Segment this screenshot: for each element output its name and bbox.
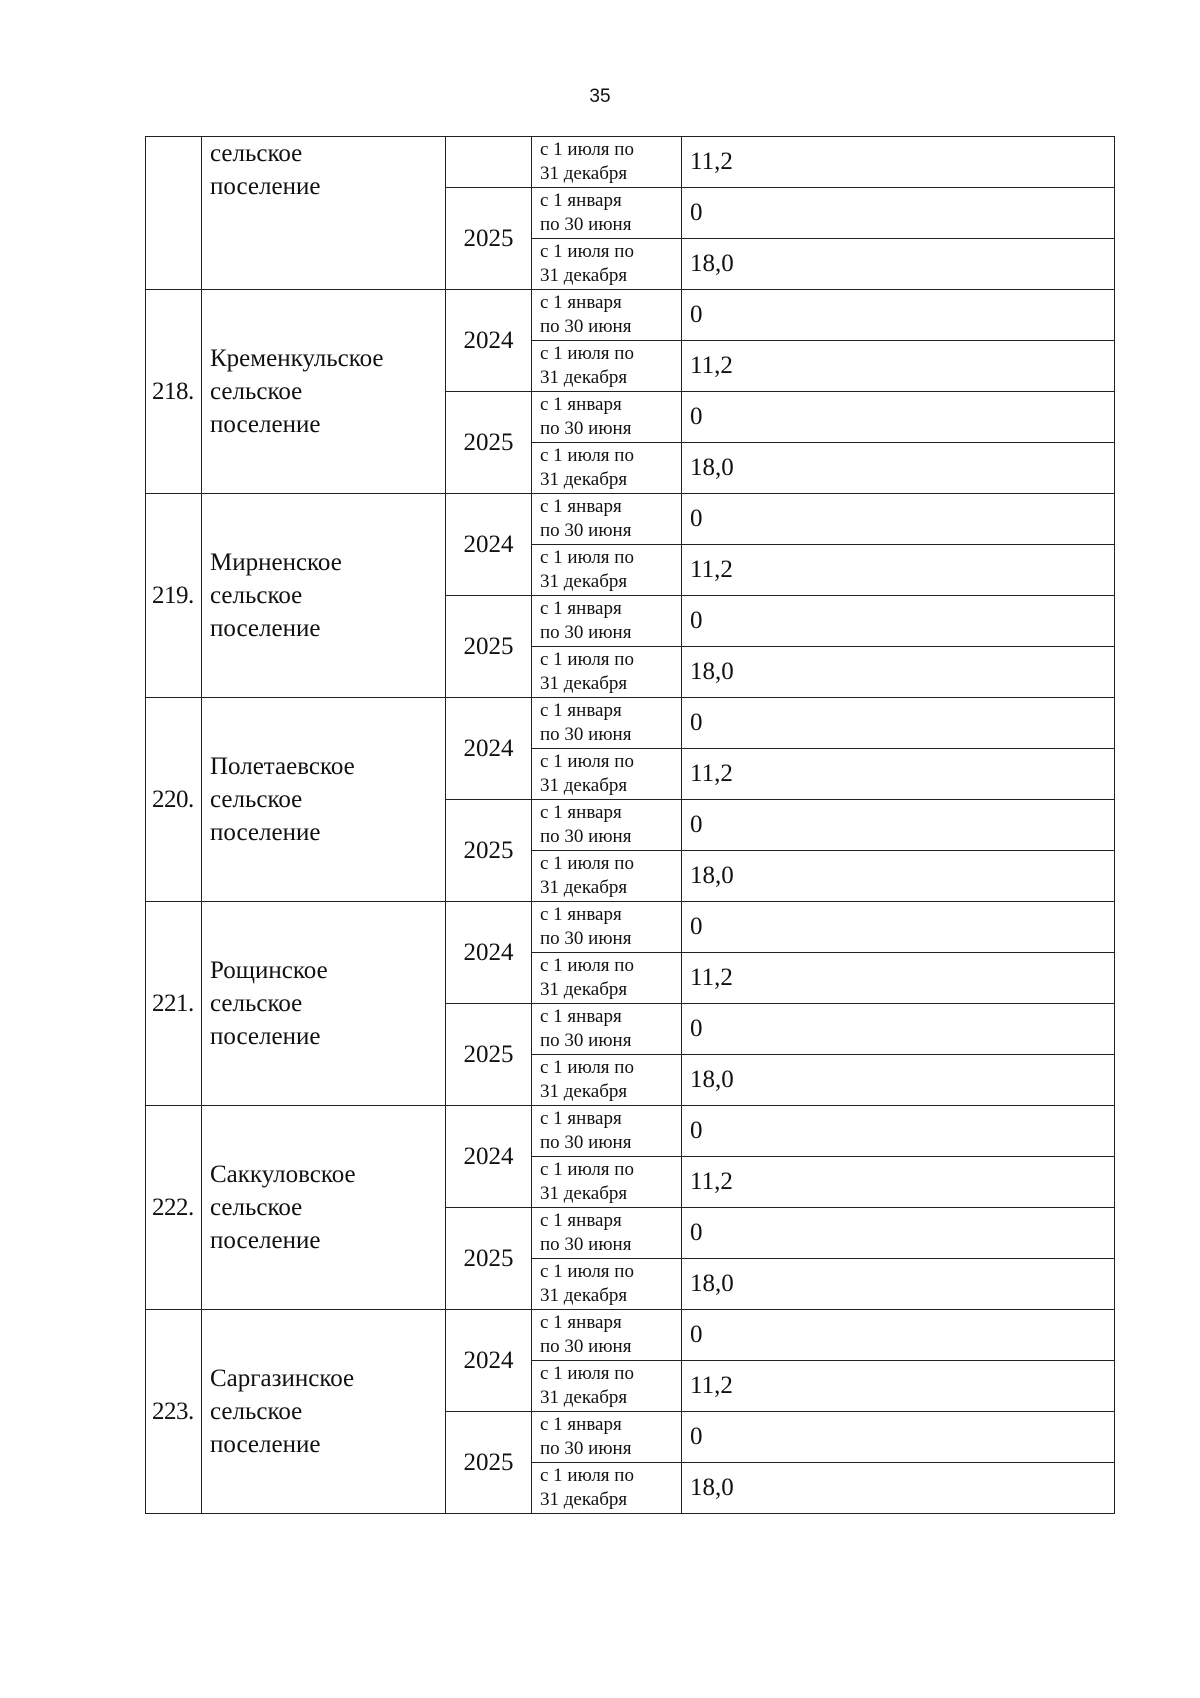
name-line: сельское — [210, 1194, 303, 1221]
period-cell — [532, 239, 682, 290]
period-line: 31 декабря — [540, 979, 628, 1000]
rate-cell: 0 — [682, 1004, 1115, 1055]
period-line: с 1 июля по — [540, 445, 634, 466]
rate-cell: 11,2 — [682, 137, 1115, 188]
rate-cell: 0 — [682, 596, 1115, 647]
period-line: 31 декабря — [540, 673, 628, 694]
entry-number-cell — [146, 137, 202, 290]
period-line: по 30 июня — [540, 520, 632, 541]
name-line: сельское — [210, 786, 303, 813]
period-line: с 1 июля по — [540, 1465, 634, 1486]
period-cell — [532, 596, 682, 647]
period-cell — [532, 1259, 682, 1310]
name-line: сельское — [210, 378, 303, 405]
period-cell — [532, 851, 682, 902]
period-cell — [532, 953, 682, 1004]
rate-cell: 18,0 — [682, 1055, 1115, 1106]
table-row — [146, 137, 1115, 188]
period-line: с 1 июля по — [540, 853, 634, 874]
name-line: сельское — [210, 990, 303, 1017]
period-cell — [532, 1361, 682, 1412]
rate-cell: 0 — [682, 1412, 1115, 1463]
period-cell — [532, 392, 682, 443]
settlement-name-cell — [202, 1310, 446, 1514]
name-line: поселение — [210, 819, 321, 846]
period-line: по 30 июня — [540, 1234, 632, 1255]
entry-number-cell: 221. — [146, 902, 202, 1106]
table-row — [146, 1310, 1115, 1361]
period-line: 31 декабря — [540, 1183, 628, 1204]
period-line: с 1 января — [540, 1108, 622, 1129]
name-line: Саргазинское — [210, 1365, 355, 1392]
period-cell — [532, 698, 682, 749]
period-line: с 1 января — [540, 394, 622, 415]
period-line: с 1 июля по — [540, 1057, 634, 1078]
period-cell — [532, 137, 682, 188]
settlement-name-cell — [202, 494, 446, 698]
period-cell — [532, 290, 682, 341]
period-line: с 1 июля по — [540, 751, 634, 772]
year-cell: 2024 — [446, 1310, 532, 1412]
name-line: Мирненское — [210, 549, 342, 576]
name-line: Саккуловское — [210, 1161, 356, 1188]
year-cell: 2024 — [446, 1106, 532, 1208]
rate-cell: 11,2 — [682, 953, 1115, 1004]
period-line: с 1 января — [540, 700, 622, 721]
rate-cell: 0 — [682, 800, 1115, 851]
rate-cell: 18,0 — [682, 239, 1115, 290]
name-line: поселение — [210, 1431, 321, 1458]
period-line: с 1 января — [540, 1210, 622, 1231]
period-line: 31 декабря — [540, 1387, 628, 1408]
table-row — [146, 1106, 1115, 1157]
year-cell: 2025 — [446, 1208, 532, 1310]
name-line: поселение — [210, 173, 321, 200]
period-line: с 1 июля по — [540, 1261, 634, 1282]
settlement-name-cell — [202, 290, 446, 494]
period-cell — [532, 1106, 682, 1157]
rate-cell: 0 — [682, 1208, 1115, 1259]
period-line: по 30 июня — [540, 928, 632, 949]
rate-cell: 18,0 — [682, 443, 1115, 494]
period-cell — [532, 1412, 682, 1463]
year-cell: 2025 — [446, 800, 532, 902]
entry-number-cell: 220. — [146, 698, 202, 902]
period-line: с 1 июля по — [540, 139, 634, 160]
rate-cell: 11,2 — [682, 749, 1115, 800]
rate-cell: 11,2 — [682, 545, 1115, 596]
period-line: с 1 июля по — [540, 1159, 634, 1180]
period-cell — [532, 902, 682, 953]
rate-cell: 18,0 — [682, 647, 1115, 698]
settlement-name-cell — [202, 698, 446, 902]
period-line: с 1 июля по — [540, 547, 634, 568]
period-line: 31 декабря — [540, 367, 628, 388]
period-line: с 1 января — [540, 1312, 622, 1333]
period-line: с 1 января — [540, 802, 622, 823]
name-line: Полетаевское — [210, 753, 355, 780]
rate-cell: 0 — [682, 902, 1115, 953]
name-line: поселение — [210, 1227, 321, 1254]
rate-cell: 0 — [682, 698, 1115, 749]
name-line: Кременкульское — [210, 345, 384, 372]
period-line: по 30 июня — [540, 418, 632, 439]
rate-cell: 18,0 — [682, 1259, 1115, 1310]
period-line: по 30 июня — [540, 724, 632, 745]
period-cell — [532, 494, 682, 545]
period-line: с 1 января — [540, 598, 622, 619]
name-line: Рощинское — [210, 957, 328, 984]
period-cell — [532, 188, 682, 239]
period-line: 31 декабря — [540, 877, 628, 898]
name-line: сельское — [210, 582, 303, 609]
rate-cell: 11,2 — [682, 341, 1115, 392]
period-line: с 1 января — [540, 190, 622, 211]
entry-number-cell: 223. — [146, 1310, 202, 1514]
rate-cell: 18,0 — [682, 1463, 1115, 1514]
period-line: по 30 июня — [540, 316, 632, 337]
period-line: с 1 января — [540, 904, 622, 925]
name-line: поселение — [210, 1023, 321, 1050]
rate-cell: 11,2 — [682, 1157, 1115, 1208]
period-line: 31 декабря — [540, 1489, 628, 1510]
period-line: 31 декабря — [540, 1081, 628, 1102]
period-line: 31 декабря — [540, 469, 628, 490]
year-cell: 2024 — [446, 290, 532, 392]
table-row — [146, 698, 1115, 749]
period-line: с 1 июля по — [540, 1363, 634, 1384]
year-cell: 2024 — [446, 494, 532, 596]
year-cell: 2025 — [446, 392, 532, 494]
period-line: с 1 июля по — [540, 955, 634, 976]
year-cell: 2025 — [446, 1412, 532, 1514]
rate-cell: 11,2 — [682, 1361, 1115, 1412]
period-line: с 1 января — [540, 1006, 622, 1027]
table-row — [146, 494, 1115, 545]
period-line: с 1 июля по — [540, 241, 634, 262]
name-line: сельское — [210, 1398, 303, 1425]
year-cell: 2025 — [446, 1004, 532, 1106]
settlement-name-cell — [202, 1106, 446, 1310]
period-line: с 1 января — [540, 1414, 622, 1435]
period-cell — [532, 1004, 682, 1055]
period-line: по 30 июня — [540, 214, 632, 235]
name-line: поселение — [210, 615, 321, 642]
period-cell — [532, 545, 682, 596]
period-line: по 30 июня — [540, 826, 632, 847]
year-cell: 2024 — [446, 902, 532, 1004]
table-row — [146, 290, 1115, 341]
year-cell: 2024 — [446, 698, 532, 800]
year-cell: 2025 — [446, 596, 532, 698]
period-cell — [532, 1208, 682, 1259]
period-line: по 30 июня — [540, 1030, 632, 1051]
page-number: 35 — [589, 86, 611, 107]
rate-cell: 18,0 — [682, 851, 1115, 902]
period-line: с 1 июля по — [540, 343, 634, 364]
rate-cell: 0 — [682, 494, 1115, 545]
settlement-name-cell — [202, 902, 446, 1106]
period-cell — [532, 1055, 682, 1106]
name-line: поселение — [210, 411, 321, 438]
rate-cell: 0 — [682, 1310, 1115, 1361]
period-cell — [532, 1157, 682, 1208]
year-cell — [446, 137, 532, 188]
period-cell — [532, 749, 682, 800]
rates-table-body — [146, 137, 1115, 1514]
name-line: сельское — [210, 140, 303, 167]
period-line: по 30 июня — [540, 1438, 632, 1459]
entry-number-cell: 222. — [146, 1106, 202, 1310]
period-cell — [532, 1310, 682, 1361]
period-line: 31 декабря — [540, 571, 628, 592]
entry-number-cell: 219. — [146, 494, 202, 698]
period-cell — [532, 341, 682, 392]
rate-cell: 0 — [682, 1106, 1115, 1157]
period-cell — [532, 1463, 682, 1514]
settlement-name-cell — [202, 137, 446, 290]
period-cell — [532, 443, 682, 494]
period-line: с 1 января — [540, 496, 622, 517]
period-line: по 30 июня — [540, 1132, 632, 1153]
rates-table — [145, 136, 1115, 1514]
period-line: по 30 июня — [540, 622, 632, 643]
entry-number-cell: 218. — [146, 290, 202, 494]
period-line: по 30 июня — [540, 1336, 632, 1357]
year-cell: 2025 — [446, 188, 532, 290]
rate-cell: 0 — [682, 290, 1115, 341]
period-line: с 1 июля по — [540, 649, 634, 670]
period-line: 31 декабря — [540, 163, 628, 184]
table-row — [146, 902, 1115, 953]
period-cell — [532, 647, 682, 698]
period-line: 31 декабря — [540, 265, 628, 286]
period-line: 31 декабря — [540, 1285, 628, 1306]
rate-cell: 0 — [682, 188, 1115, 239]
rate-cell: 0 — [682, 392, 1115, 443]
period-cell — [532, 800, 682, 851]
period-line: 31 декабря — [540, 775, 628, 796]
period-line: с 1 января — [540, 292, 622, 313]
